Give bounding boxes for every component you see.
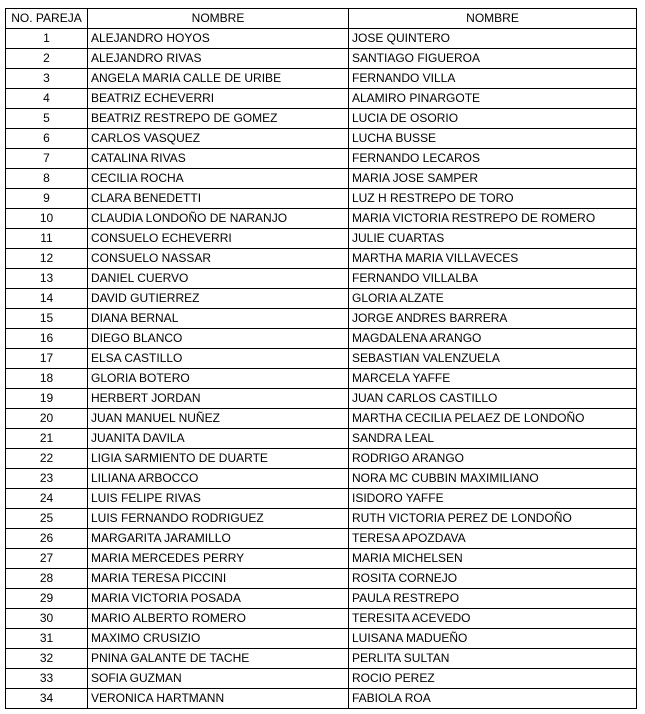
pair-number-cell: 28	[6, 569, 88, 589]
pair-number-cell: 23	[6, 469, 88, 489]
table-row	[6, 109, 637, 129]
table-row	[6, 689, 637, 709]
name-first-cell: MARIA VICTORIA POSADA	[88, 589, 349, 609]
name-second-cell: JULIE CUARTAS	[349, 229, 637, 249]
pair-number-cell: 30	[6, 609, 88, 629]
name-second-cell: MAGDALENA ARANGO	[349, 329, 637, 349]
table-row	[6, 489, 637, 509]
header-nombre-2: NOMBRE	[349, 9, 637, 29]
pair-number-cell: 29	[6, 589, 88, 609]
pair-number-cell: 10	[6, 209, 88, 229]
name-second-cell: SANTIAGO FIGUEROA	[349, 49, 637, 69]
table-row	[6, 649, 637, 669]
name-first-cell: LILIANA ARBOCCO	[88, 469, 349, 489]
table-row	[6, 149, 637, 169]
name-first-cell: VERONICA HARTMANN	[88, 689, 349, 709]
pair-number-cell: 1	[6, 29, 88, 49]
name-first-cell: CARLOS VASQUEZ	[88, 129, 349, 149]
table-row	[6, 549, 637, 569]
header-row	[6, 9, 637, 29]
name-first-cell: CLAUDIA LONDOÑO DE NARANJO	[88, 209, 349, 229]
pair-number-cell: 32	[6, 649, 88, 669]
pairs-table	[5, 8, 637, 709]
name-second-cell: PAULA RESTREPO	[349, 589, 637, 609]
table-row	[6, 349, 637, 369]
table-row	[6, 169, 637, 189]
table-row	[6, 669, 637, 689]
table-row	[6, 429, 637, 449]
name-first-cell: CECILIA ROCHA	[88, 169, 349, 189]
name-second-cell: TERESITA ACEVEDO	[349, 609, 637, 629]
pair-number-cell: 20	[6, 409, 88, 429]
table-row	[6, 629, 637, 649]
name-first-cell: JUAN MANUEL NUÑEZ	[88, 409, 349, 429]
table-row	[6, 249, 637, 269]
table-row	[6, 289, 637, 309]
name-second-cell: GLORIA ALZATE	[349, 289, 637, 309]
table-row	[6, 589, 637, 609]
name-second-cell: RUTH VICTORIA PEREZ DE LONDOÑO	[349, 509, 637, 529]
pair-number-cell: 27	[6, 549, 88, 569]
name-first-cell: DIANA BERNAL	[88, 309, 349, 329]
pair-number-cell: 31	[6, 629, 88, 649]
name-first-cell: HERBERT JORDAN	[88, 389, 349, 409]
pair-number-cell: 12	[6, 249, 88, 269]
name-first-cell: ELSA CASTILLO	[88, 349, 349, 369]
table-row	[6, 89, 637, 109]
name-first-cell: MAXIMO CRUSIZIO	[88, 629, 349, 649]
name-second-cell: MARIA JOSE SAMPER	[349, 169, 637, 189]
name-first-cell: CONSUELO ECHEVERRI	[88, 229, 349, 249]
name-first-cell: ANGELA MARIA CALLE DE URIBE	[88, 69, 349, 89]
name-first-cell: DAVID GUTIERREZ	[88, 289, 349, 309]
pair-number-cell: 16	[6, 329, 88, 349]
table-row	[6, 269, 637, 289]
pair-number-cell: 17	[6, 349, 88, 369]
name-first-cell: PNINA GALANTE DE TACHE	[88, 649, 349, 669]
pair-number-cell: 21	[6, 429, 88, 449]
pair-number-cell: 9	[6, 189, 88, 209]
name-first-cell: LUIS FERNANDO RODRIGUEZ	[88, 509, 349, 529]
name-second-cell: MARCELA YAFFE	[349, 369, 637, 389]
pair-number-cell: 19	[6, 389, 88, 409]
pair-number-cell: 33	[6, 669, 88, 689]
pair-number-cell: 26	[6, 529, 88, 549]
name-second-cell: FERNANDO VILLALBA	[349, 269, 637, 289]
pair-number-cell: 15	[6, 309, 88, 329]
name-first-cell: CLARA BENEDETTI	[88, 189, 349, 209]
name-second-cell: ROCIO PEREZ	[349, 669, 637, 689]
pair-number-cell: 22	[6, 449, 88, 469]
name-first-cell: BEATRIZ RESTREPO DE GOMEZ	[88, 109, 349, 129]
pair-number-cell: 18	[6, 369, 88, 389]
table-row	[6, 569, 637, 589]
pair-number-cell: 24	[6, 489, 88, 509]
pair-number-cell: 13	[6, 269, 88, 289]
name-second-cell: TERESA APOZDAVA	[349, 529, 637, 549]
name-second-cell: JORGE ANDRES BARRERA	[349, 309, 637, 329]
pair-number-cell: 11	[6, 229, 88, 249]
table-row	[6, 409, 637, 429]
table-row	[6, 389, 637, 409]
name-first-cell: CATALINA RIVAS	[88, 149, 349, 169]
name-second-cell: MARIA VICTORIA RESTREPO DE ROMERO	[349, 209, 637, 229]
table-row	[6, 229, 637, 249]
table-row	[6, 69, 637, 89]
table-row	[6, 129, 637, 149]
name-second-cell: FERNANDO VILLA	[349, 69, 637, 89]
table-row	[6, 29, 637, 49]
table-row	[6, 189, 637, 209]
name-second-cell: ISIDORO YAFFE	[349, 489, 637, 509]
header-nombre-1: NOMBRE	[88, 9, 349, 29]
name-first-cell: DIEGO BLANCO	[88, 329, 349, 349]
name-second-cell: LUISANA MADUEÑO	[349, 629, 637, 649]
name-first-cell: ALEJANDRO RIVAS	[88, 49, 349, 69]
name-second-cell: FERNANDO LECAROS	[349, 149, 637, 169]
name-first-cell: BEATRIZ ECHEVERRI	[88, 89, 349, 109]
name-first-cell: GLORIA BOTERO	[88, 369, 349, 389]
name-second-cell: ROSITA CORNEJO	[349, 569, 637, 589]
pair-number-cell: 8	[6, 169, 88, 189]
name-second-cell: MARTHA CECILIA PELAEZ DE LONDOÑO	[349, 409, 637, 429]
name-first-cell: LUIS FELIPE RIVAS	[88, 489, 349, 509]
name-second-cell: LUCHA BUSSE	[349, 129, 637, 149]
pair-number-cell: 2	[6, 49, 88, 69]
name-second-cell: MARIA MICHELSEN	[349, 549, 637, 569]
name-second-cell: SANDRA LEAL	[349, 429, 637, 449]
name-first-cell: JUANITA DAVILA	[88, 429, 349, 449]
table-row	[6, 369, 637, 389]
name-second-cell: JOSE QUINTERO	[349, 29, 637, 49]
pair-number-cell: 14	[6, 289, 88, 309]
pair-number-cell: 3	[6, 69, 88, 89]
name-first-cell: MARGARITA JARAMILLO	[88, 529, 349, 549]
pair-number-cell: 34	[6, 689, 88, 709]
name-second-cell: ALAMIRO PINARGOTE	[349, 89, 637, 109]
header-no-pareja: NO. PAREJA	[6, 9, 88, 29]
name-second-cell: LUZ H RESTREPO DE TORO	[349, 189, 637, 209]
name-second-cell: SEBASTIAN VALENZUELA	[349, 349, 637, 369]
pair-number-cell: 5	[6, 109, 88, 129]
name-first-cell: LIGIA SARMIENTO DE DUARTE	[88, 449, 349, 469]
name-second-cell: PERLITA SULTAN	[349, 649, 637, 669]
pair-number-cell: 7	[6, 149, 88, 169]
name-second-cell: LUCIA DE OSORIO	[349, 109, 637, 129]
name-first-cell: ALEJANDRO HOYOS	[88, 29, 349, 49]
name-second-cell: JUAN CARLOS CASTILLO	[349, 389, 637, 409]
name-second-cell: FABIOLA ROA	[349, 689, 637, 709]
table-row	[6, 529, 637, 549]
table-row	[6, 609, 637, 629]
name-first-cell: CONSUELO NASSAR	[88, 249, 349, 269]
name-first-cell: DANIEL CUERVO	[88, 269, 349, 289]
name-second-cell: RODRIGO ARANGO	[349, 449, 637, 469]
name-first-cell: MARIA TERESA PICCINI	[88, 569, 349, 589]
pair-number-cell: 6	[6, 129, 88, 149]
name-second-cell: MARTHA MARIA VILLAVECES	[349, 249, 637, 269]
table-row	[6, 209, 637, 229]
name-first-cell: SOFIA GUZMAN	[88, 669, 349, 689]
table-row	[6, 309, 637, 329]
pair-number-cell: 4	[6, 89, 88, 109]
pair-number-cell: 25	[6, 509, 88, 529]
table-row	[6, 449, 637, 469]
name-first-cell: MARIO ALBERTO ROMERO	[88, 609, 349, 629]
table-row	[6, 329, 637, 349]
table-row	[6, 509, 637, 529]
table-row	[6, 469, 637, 489]
name-first-cell: MARIA MERCEDES PERRY	[88, 549, 349, 569]
table-row	[6, 49, 637, 69]
name-second-cell: NORA MC CUBBIN MAXIMILIANO	[349, 469, 637, 489]
